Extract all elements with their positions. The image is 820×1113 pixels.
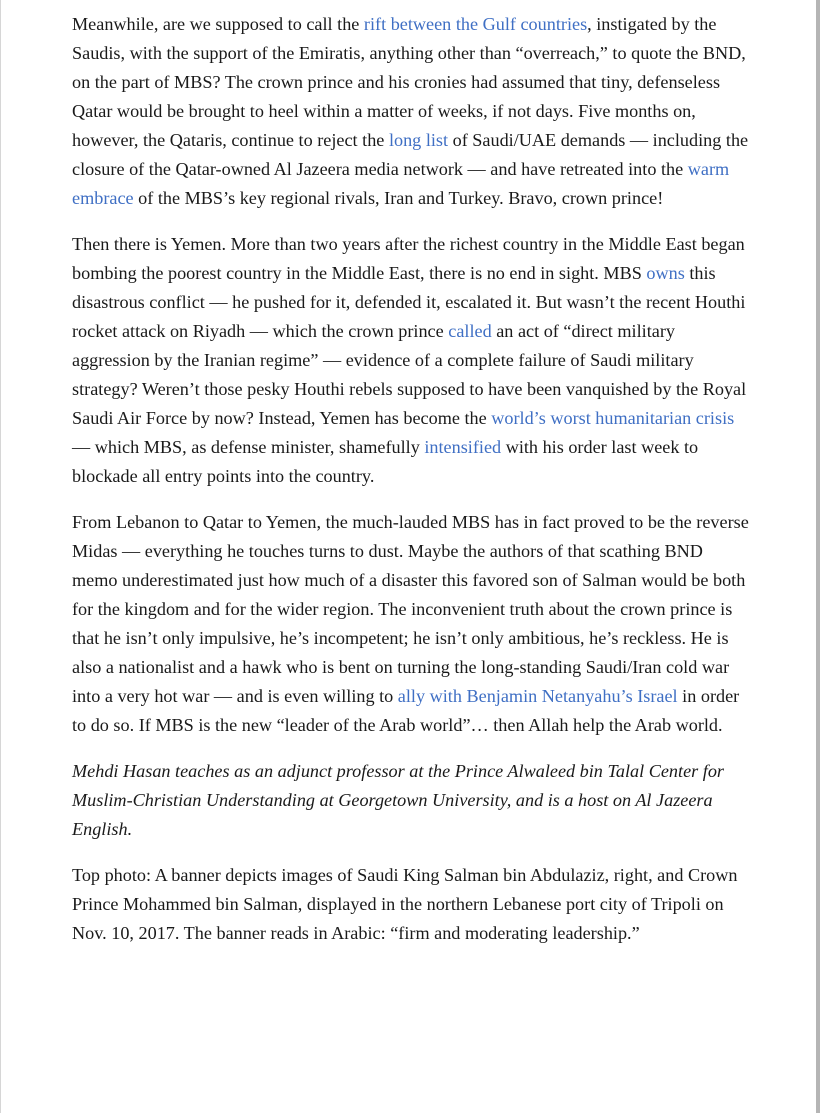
paragraph-text: this disastrous conflict — he pushed for it, defended it, escalated it. But wasn’t the recent Houthi rocket attack on Riyadh — which the crown prince bbox=[72, 263, 746, 341]
paragraph-yemen bbox=[72, 230, 752, 491]
link-intensified[interactable]: intensified bbox=[424, 437, 502, 457]
paragraph-text: in order to do so. If MBS is the new “leader of the Arab world”… then Allah help the Arab world. bbox=[72, 686, 740, 735]
paragraph-text: — which MBS, as defense minister, shamefully bbox=[72, 437, 425, 457]
paragraph-text: an act of “direct military aggression by the Iranian regime” — evidence of a complete failure of Saudi military strategy? Weren’t those pesky Houthi rebels supposed to have been vanquished by the Royal Saudi Air Force by now? Instead, Yemen has become the bbox=[72, 321, 747, 428]
article-body bbox=[72, 10, 752, 965]
scrollbar[interactable] bbox=[816, 0, 820, 1113]
photo-caption: Top photo: A banner depicts images of Saudi King Salman bin Abdulaziz, right, and Crown Prince Mohammed bin Salman, displayed in the northern Lebanese port city of Tripoli on Nov. 10, 2017. The banner reads in Arabic: “firm and moderating leadership.” bbox=[72, 865, 738, 943]
link-long-list[interactable]: long list bbox=[388, 130, 449, 150]
link-ally-with-netanyahus-israel[interactable]: ally with Benjamin Netanyahu’s Israel bbox=[397, 686, 678, 706]
paragraph-text: with his order last week to blockade all entry points into the country. bbox=[72, 437, 699, 486]
link-owns[interactable]: owns bbox=[646, 263, 685, 283]
paragraph-text: of the MBS’s key regional rivals, Iran and Turkey. Bravo, crown prince! bbox=[133, 188, 664, 208]
paragraph-gulf-rift bbox=[72, 10, 752, 213]
paragraph-text: of Saudi/UAE demands — including the closure of the Qatar-owned Al Jazeera media network — and have retreated into the bbox=[72, 130, 749, 179]
paragraph-text: , instigated by the Saudis, with the support of the Emiratis, anything other than “overreach,” to quote the BND, on the part of MBS? The crown prince and his cronies had assumed that tiny, defenseless Qatar would be brought to heel within a matter of weeks, if not days. Five months on, however, the Qataris, continue to reject the bbox=[72, 14, 746, 150]
link-warm-embrace[interactable]: warm embrace bbox=[72, 159, 730, 208]
link-called[interactable]: called bbox=[448, 321, 492, 341]
paragraph-text: From Lebanon to Qatar to Yemen, the much-lauded MBS has in fact proved to be the reverse Midas — everything he touches turns to dust. Maybe the authors of that scathing BND memo underestimated just how much of a disaster this favored son of Salman would be both for the kingdom and for the wider region. The inconvenient truth about the crown prince is that he isn’t only impulsive, he’s incompetent; he isn’t only ambitious, he’s reckless. He is also a nationalist and a hawk who is bent on turning the long-standing Saudi/Iran cold war into a very hot war — and is even willing to bbox=[72, 512, 749, 706]
author-bio: Mehdi Hasan teaches as an adjunct professor at the Prince Alwaleed bin Talal Center for Muslim-Christian Understanding at Georgetown University, and is a host on Al Jazeera English. bbox=[72, 761, 725, 839]
paragraph-reverse-midas bbox=[72, 508, 752, 740]
paragraph-text: Meanwhile, are we supposed to call the bbox=[72, 14, 364, 34]
paragraph-text: Then there is Yemen. More than two years after the richest country in the Middle East began bombing the poorest country in the Middle East, there is no end in sight. MBS bbox=[72, 234, 745, 283]
link-worlds-worst-humanitarian-crisis[interactable]: world’s worst humanitarian crisis bbox=[491, 408, 735, 428]
link-rift-between-gulf-countries[interactable]: rift between the Gulf countries bbox=[363, 14, 588, 34]
